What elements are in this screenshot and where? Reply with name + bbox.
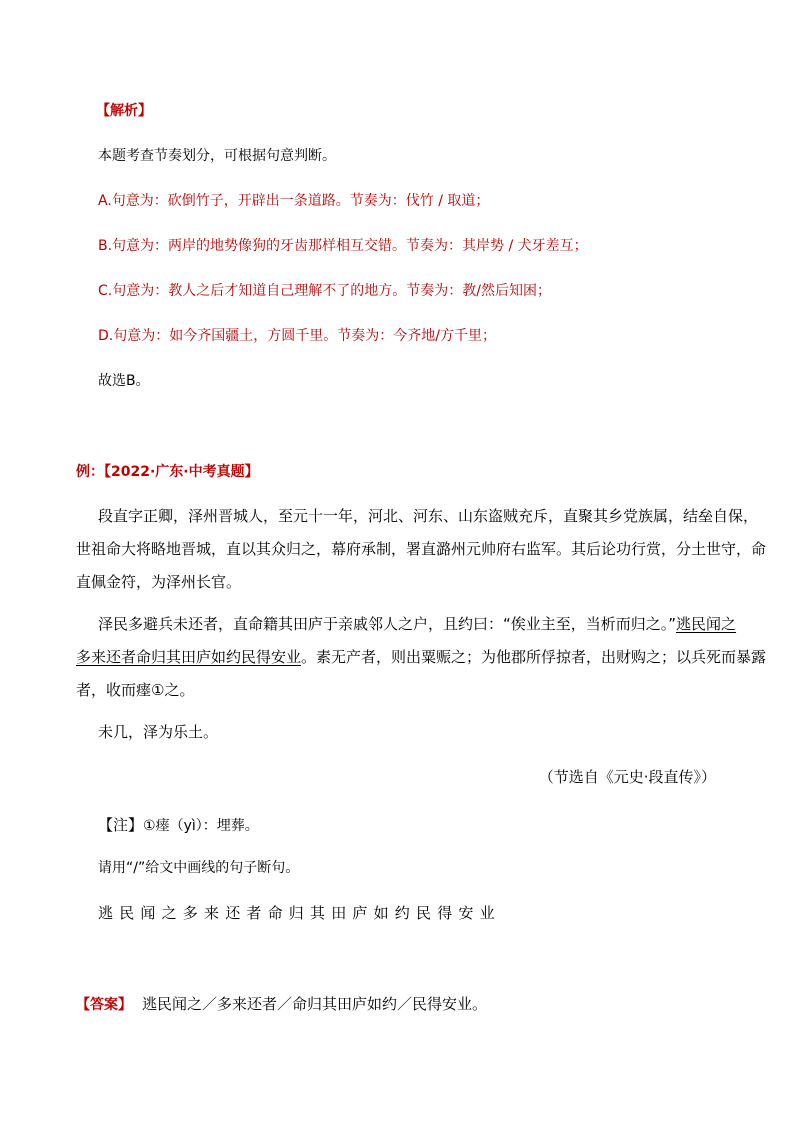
note-text: ①瘗（yì）：埋葬。: [143, 818, 259, 834]
note: [98, 817, 259, 833]
answer-text: 逃民闻之／多来还者／命归其田庐如约／民得安业。: [142, 995, 488, 1013]
analysis-option-c: C.句意为：教人之后才知道自己理解不了的地方。节奏为：教/然后知困；: [98, 283, 551, 299]
passage-p2-line3: 者，收而瘗①之。: [76, 681, 195, 699]
passage-citation: （节选自《元史·段直传》）: [538, 768, 716, 786]
passage-p2-line2-text: 。素无产者，则出粟赈之；为他郡所俘掠者，出财购之；以兵死而暴露: [301, 648, 767, 666]
example-label: 例：: [76, 464, 104, 480]
question: 请用“/”给文中画线的句子断句。: [98, 860, 300, 876]
example-header: [76, 465, 259, 479]
analysis-conclusion: 故选B。: [98, 373, 150, 389]
analysis-option-a: A.句意为：砍倒竹子，开辟出一条道路。节奏为：伐竹 / 取道；: [98, 193, 490, 209]
passage-p1-line3: 直佩金符，为泽州长官。: [76, 573, 242, 591]
underlined-sentence-part1: 逃民闻之: [676, 615, 737, 633]
analysis-option-d: D.句意为：如今齐国疆土，方圆千里。节奏为：今齐地/方千里；: [98, 328, 496, 344]
underlined-sentence-part2: 多来还者命归其田庐如约民得安业: [76, 648, 302, 666]
analysis-heading: 【解析】: [96, 103, 152, 119]
analysis-option-b: B.句意为：两岸的地势像狗的牙齿那样相互交错。节奏为：其岸势 / 犬牙差互；: [98, 238, 588, 254]
passage-p1-line1: 段直字正卿，泽州晋城人，至元十一年，河北、河东、山东盗贼充斥，直聚其乡党族属，结垒自保，: [98, 507, 759, 525]
analysis-intro: 本题考查节奏划分，可根据句意判断。: [98, 148, 336, 164]
passage-p2-line1: [98, 615, 737, 633]
passage-p3: 未几，泽为乐土。: [98, 723, 219, 741]
answer-label: 【答案】: [76, 997, 132, 1013]
passage-p2-line2: [76, 648, 767, 666]
passage-p1-line2: 世祖命大将略地晋城，直以其众归之，幕府承制，署直潞州元帅府右监军。其后论功行赏，分土世守，命: [76, 540, 767, 558]
note-label: 【注】: [98, 816, 144, 834]
passage-p2-line1-text: 泽民多避兵未还者，直命籍其田庐于亲戚邻人之户，且约曰：“俟业主至，当析而归之。”: [98, 615, 677, 633]
example-source: 【2022·广东·中考真题】: [104, 464, 259, 480]
sentence-to-punctuate: 逃民闻之多来还者命归其田庐如约民得安业: [98, 904, 501, 922]
